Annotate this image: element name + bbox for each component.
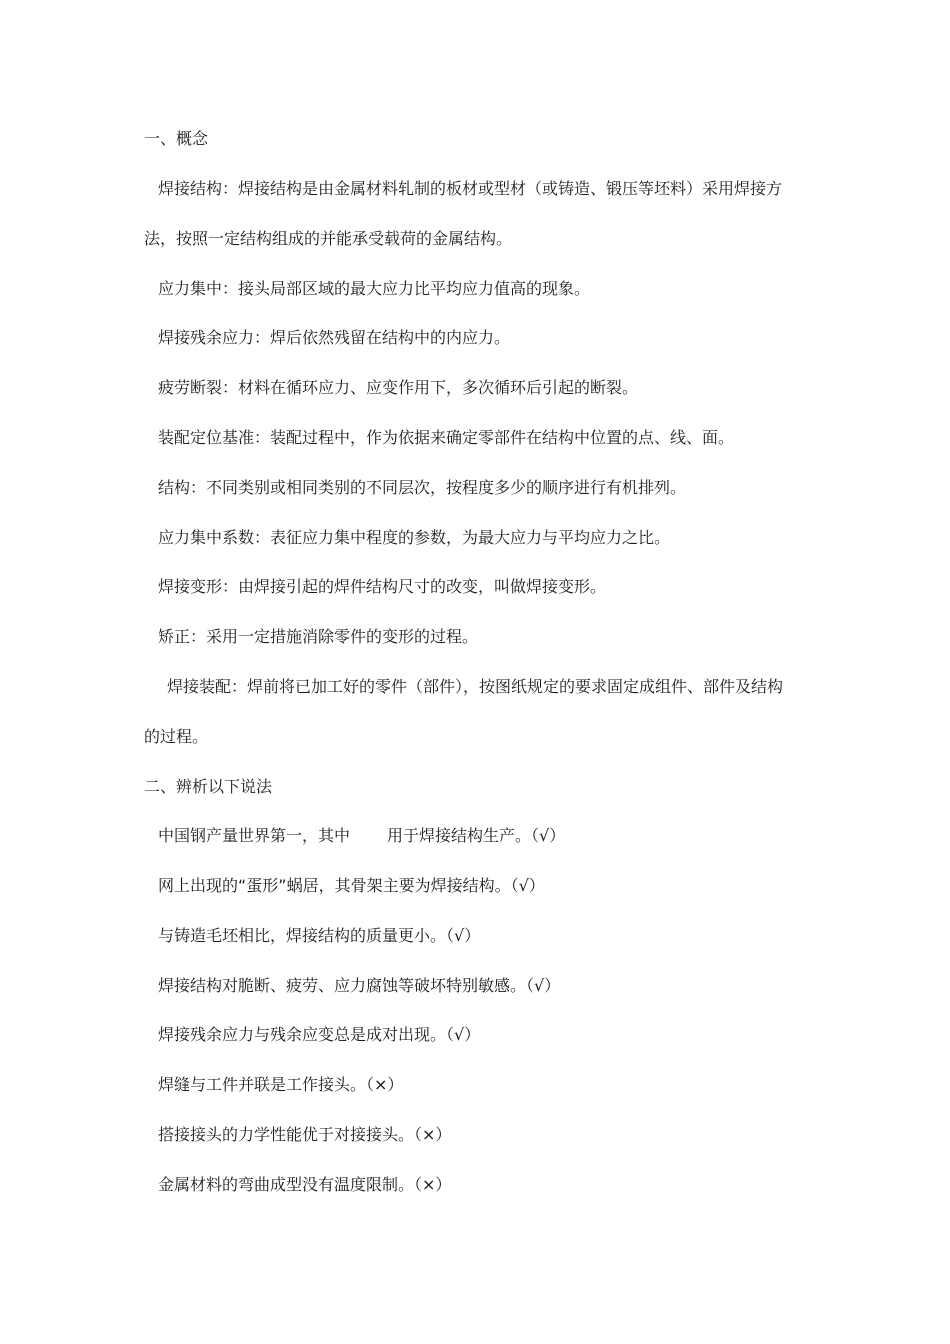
definition-structure: 结构：不同类别或相同类别的不同层次，按程度多少的顺序进行有机排列。 (158, 478, 687, 497)
definition-welded-structure: 焊接结构：焊接结构是由金属材料轧制的板材或型材（或铸造、锻压等坯料）采用焊接方 (158, 179, 783, 198)
section-heading-concepts: 一、概念 (144, 129, 209, 148)
statement-steel-production-part1: 中国钢产量世界第一，其中 (158, 826, 351, 845)
section-heading-analysis: 二、辨析以下说法 (144, 777, 273, 796)
definition-welded-structure-cont: 法，按照一定结构组成的并能承受载荷的金属结构。 (144, 229, 513, 248)
statement-residual-pair: 焊接残余应力与残余应变总是成对出现。（√） (158, 1025, 481, 1044)
definition-stress-concentration: 应力集中：接头局部区域的最大应力比平均应力值高的现象。 (158, 279, 591, 298)
definition-assembly-datum: 装配定位基准：装配过程中，作为依据来确定零部件在结构中位置的点、线、面。 (158, 428, 735, 447)
statement-sensitivity: 焊接结构对脆断、疲劳、应力腐蚀等破坏特别敏感。（√） (158, 976, 561, 995)
definition-straightening: 矫正：采用一定措施消除零件的变形的过程。 (158, 627, 479, 646)
definition-residual-stress: 焊接残余应力：焊后依然残留在结构中的内应力。 (158, 328, 511, 347)
statement-parallel-joint: 焊缝与工件并联是工作接头。（×） (158, 1075, 404, 1094)
definition-welding-assembly: 焊接装配：焊前将已加工好的零件（部件），按图纸规定的要求固定成组件、部件及结构 (167, 677, 784, 696)
statement-steel-production (158, 826, 565, 846)
statement-egg-house: 网上出现的“蛋形”蜗居，其骨架主要为焊接结构。（√） (158, 876, 545, 895)
definition-fatigue-fracture: 疲劳断裂：材料在循环应力、应变作用下，多次循环后引起的断裂。 (158, 378, 639, 397)
definition-stress-concentration-factor: 应力集中系数：表征应力集中程度的参数，为最大应力与平均应力之比。 (158, 528, 671, 547)
statement-steel-production-part2: 用于焊接结构生产。（√） (387, 826, 566, 845)
statement-lap-joint: 搭接接头的力学性能优于对接接头。（×） (158, 1125, 452, 1144)
definition-welding-deformation: 焊接变形：由焊接引起的焊件结构尺寸的改变，叫做焊接变形。 (158, 577, 607, 596)
statement-casting-comparison: 与铸造毛坯相比，焊接结构的质量更小。（√） (158, 926, 481, 945)
statement-bending-temperature: 金属材料的弯曲成型没有温度限制。（×） (158, 1175, 452, 1194)
definition-welding-assembly-cont: 的过程。 (144, 727, 209, 746)
